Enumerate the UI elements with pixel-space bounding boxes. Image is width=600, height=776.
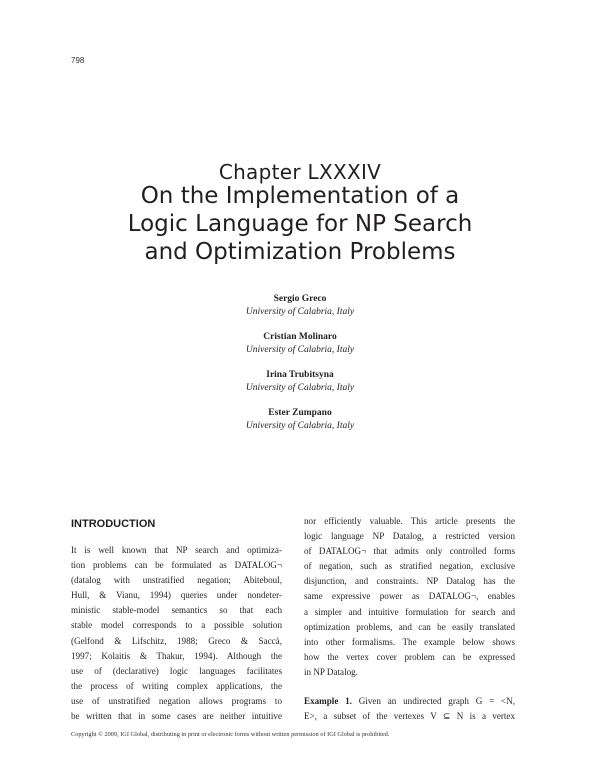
- text-line: into other formalisms. The example below shows: [304, 636, 515, 647]
- author-list: [0, 293, 600, 445]
- section-heading: INTRODUCTION: [71, 518, 156, 530]
- example-label: Example 1.: [304, 696, 352, 707]
- text-line: nor efficiently valuable. This article presents the: [304, 516, 515, 526]
- text-line: 1997; Kolaitis & Thakur, 1994). Although the: [71, 650, 282, 661]
- text-line: be written that in some cases are neither intuitive: [71, 711, 282, 722]
- text-line: logic language NP Datalog, a restricted version: [304, 531, 515, 542]
- text-line: optimization problems, and can be easily translated: [304, 621, 515, 632]
- author-block: [0, 369, 600, 395]
- author-block: [0, 331, 600, 357]
- author-block: [0, 293, 600, 319]
- example-line: E>, a subset of the vertexes V ⊆ N is a vertex: [304, 711, 515, 722]
- example-line: [304, 694, 515, 709]
- text-line: stable model corresponds to a possible solution: [71, 620, 282, 631]
- text-line: Hull, & Vianu, 1994) queries under nondeter-: [71, 590, 282, 601]
- text-line: use of (declarative) logic languages facilitates: [71, 665, 282, 676]
- text-line: (datalog with unstratified negation; Abiteboul,: [71, 575, 282, 586]
- author-name: Sergio Greco: [273, 294, 327, 304]
- text-line: use of unstratified negation allows programs to: [71, 695, 282, 706]
- text-line: how the vertex cover problem can be expressed: [304, 651, 515, 662]
- chapter-title-line: Logic Language for NP Search: [127, 211, 473, 237]
- text-line: disjunction, and constraints. NP Datalog has the: [304, 576, 515, 587]
- text-line: the process of writing complex applications, the: [71, 680, 282, 691]
- example-paragraph: [304, 694, 515, 724]
- text-line: of negation, such as stratified negation, exclusive: [304, 561, 515, 572]
- right-column: [304, 514, 515, 724]
- author-block: [0, 407, 600, 433]
- copyright-footer: Copyright © 2009, IGI Global, distributing in print or electronic forms without written permission of IGI Global is prohibited.: [71, 731, 390, 738]
- text-line: It is well known that NP search and optimiza-: [71, 545, 282, 555]
- text-line: in NP Datalog.: [304, 666, 358, 677]
- chapter-title: [60, 182, 540, 266]
- author-name: Cristian Molinaro: [263, 332, 337, 342]
- author-affiliation: University of Calabria, Italy: [245, 307, 355, 317]
- page-number: 798: [71, 56, 85, 65]
- example-text: Given an undirected graph G = <N,: [358, 696, 515, 707]
- left-column: [71, 543, 282, 724]
- chapter-label: Chapter LXXXIV: [218, 160, 382, 184]
- text-line: of DATALOG¬ that admits only controlled forms: [304, 546, 515, 557]
- chapter-title-line: On the Implementation of a: [140, 183, 460, 209]
- author-name: Irina Trubitsyna: [266, 370, 334, 380]
- text-line: ministic stable-model semantics so that each: [71, 605, 282, 616]
- author-name: Ester Zumpano: [268, 408, 332, 418]
- author-affiliation: University of Calabria, Italy: [245, 345, 355, 355]
- text-line: tion problems can be formulated as DATALOG¬: [71, 560, 282, 571]
- text-line: a simpler and intuitive formulation for search and: [304, 606, 515, 617]
- author-affiliation: University of Calabria, Italy: [245, 421, 355, 431]
- text-line: (Gelfond & Lifschitz, 1988; Greco & Saccà,: [71, 635, 282, 646]
- author-affiliation: University of Calabria, Italy: [245, 383, 355, 393]
- chapter-title-line: and Optimization Problems: [144, 239, 456, 265]
- text-line: same expressive power as DATALOG¬, enables: [304, 591, 515, 602]
